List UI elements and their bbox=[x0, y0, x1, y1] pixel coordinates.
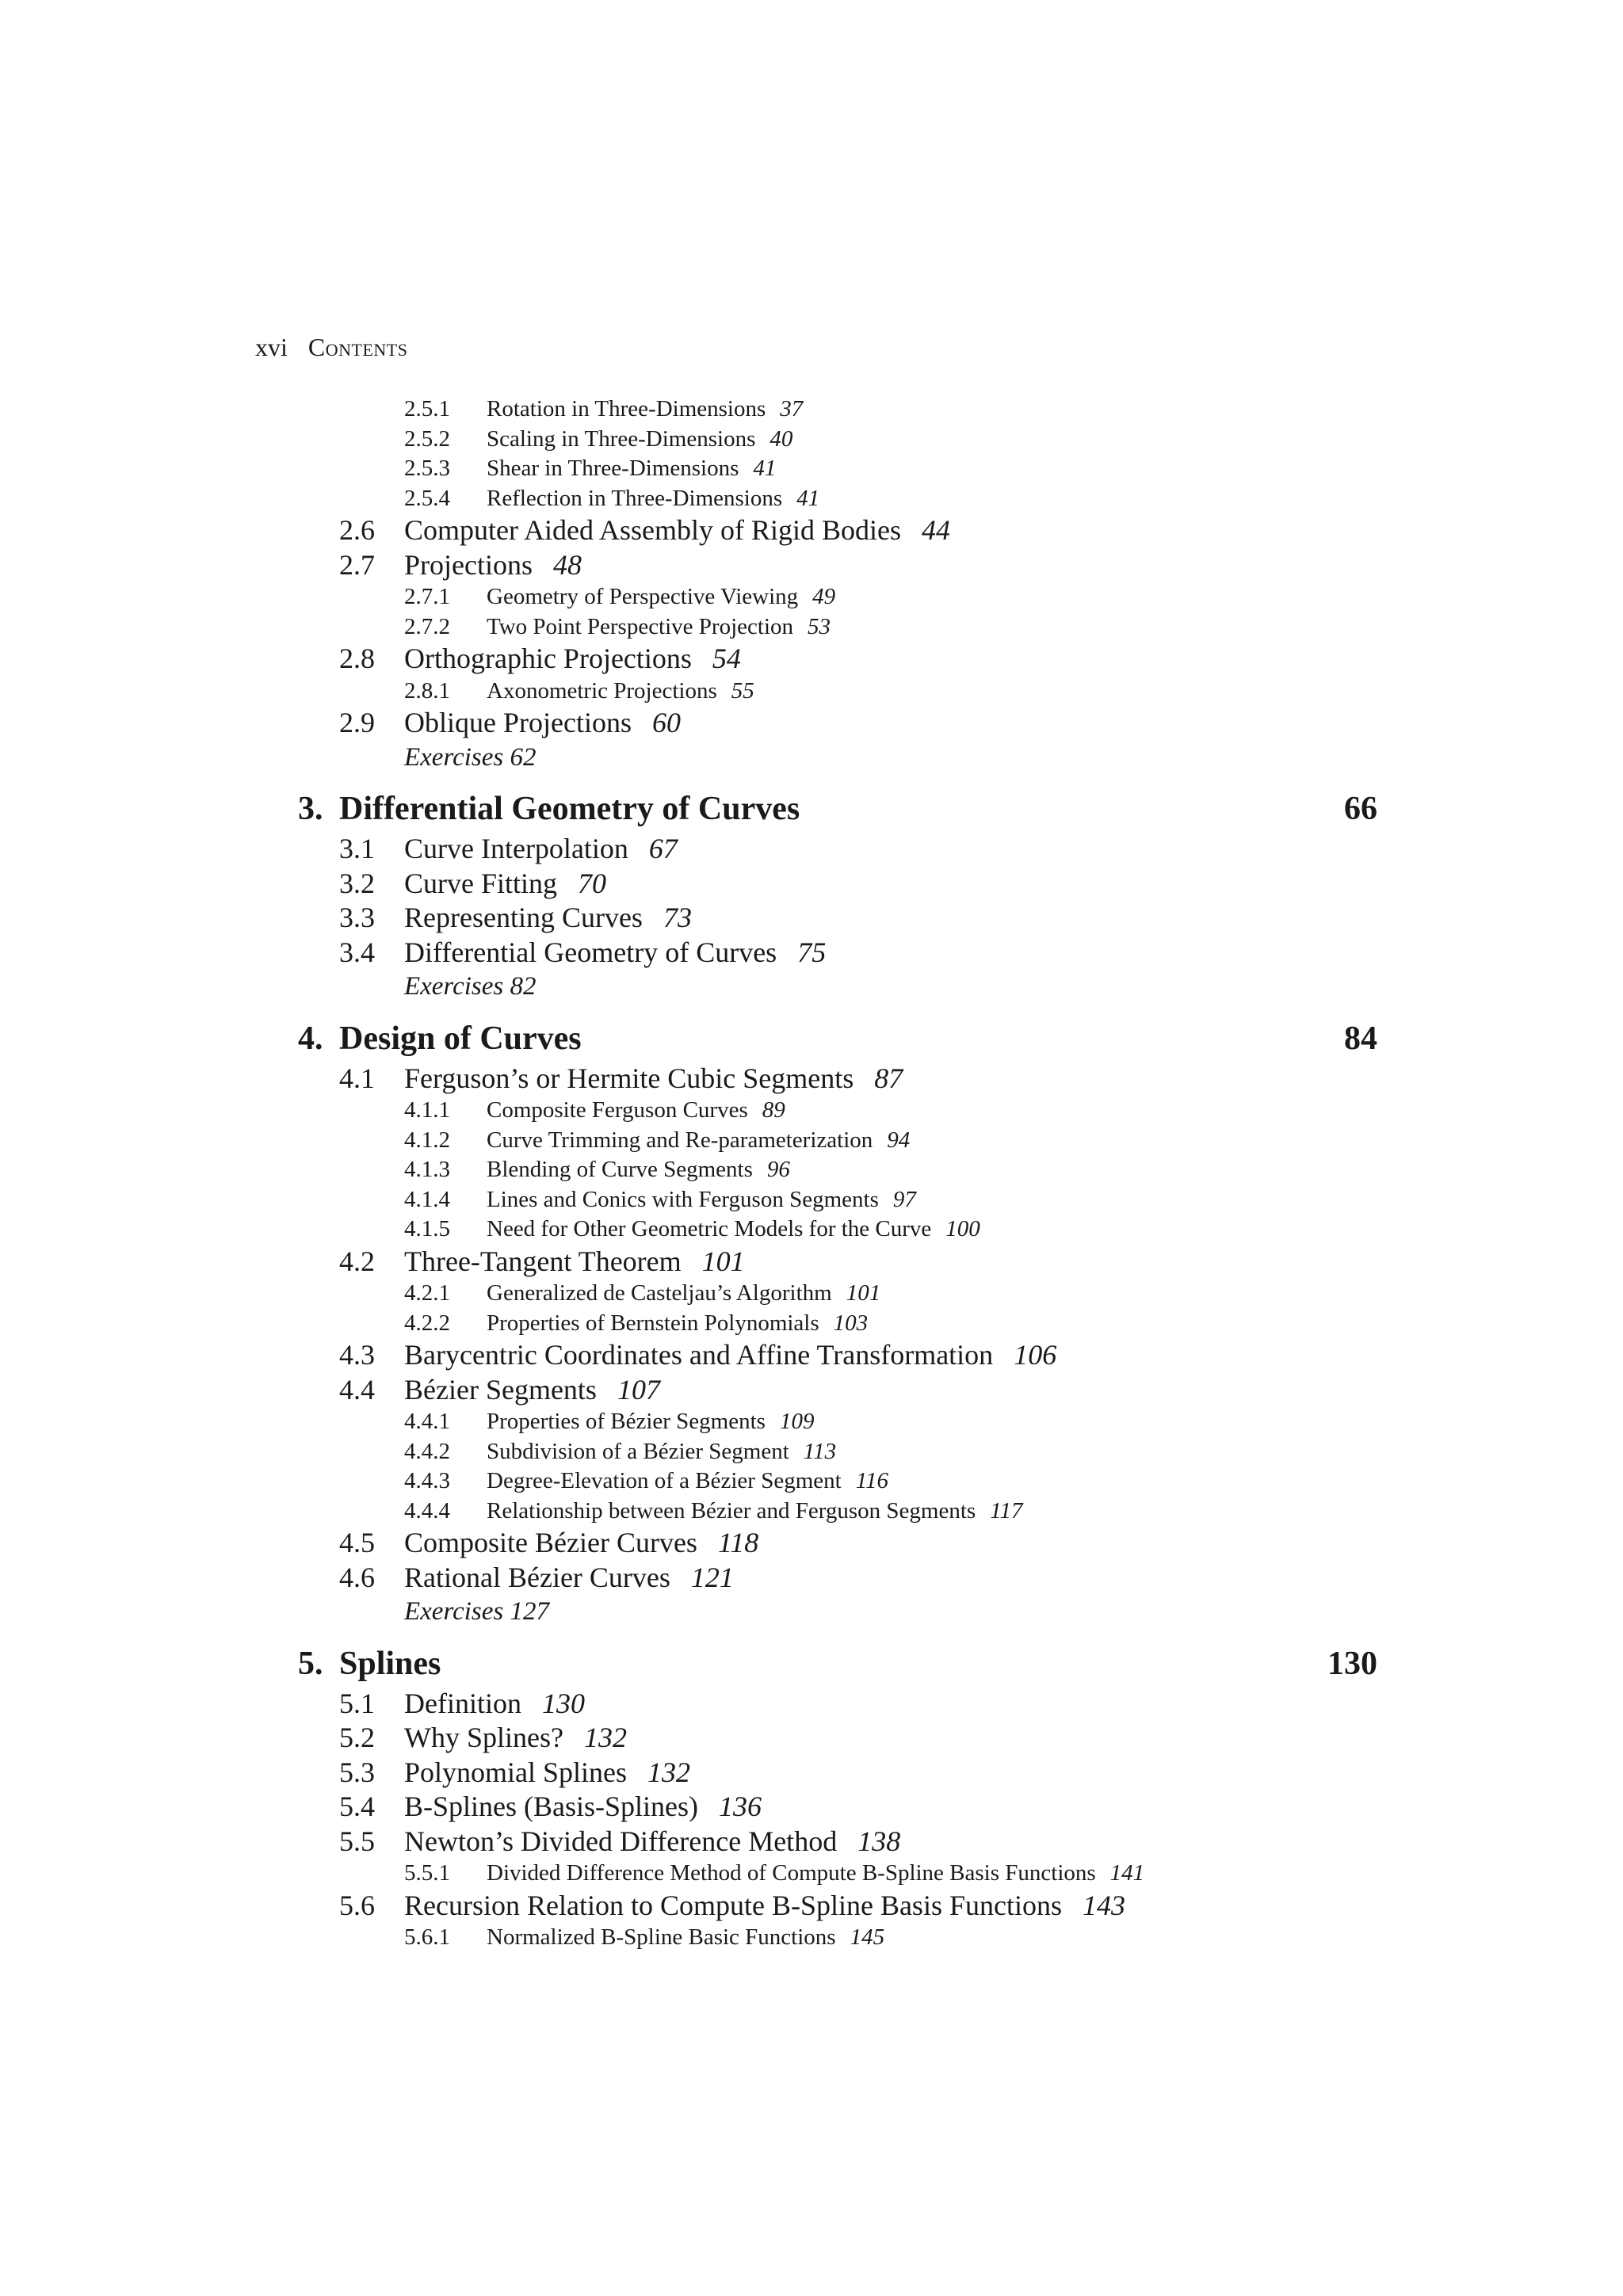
toc-section[interactable] bbox=[0, 706, 1623, 741]
toc-entry-page: 100 bbox=[945, 1216, 980, 1241]
toc-entry-title bbox=[404, 548, 582, 583]
toc-entry-title bbox=[487, 1126, 910, 1156]
toc-subsection[interactable] bbox=[0, 484, 1623, 514]
toc-chapter[interactable] bbox=[0, 1016, 1623, 1062]
page-number: xvi bbox=[255, 333, 288, 361]
toc-subsection[interactable] bbox=[0, 395, 1623, 425]
toc-entry-title-text: Generalized de Casteljau’s Algorithm bbox=[487, 1280, 832, 1306]
toc-entry-page: 132 bbox=[583, 1722, 627, 1753]
toc-subsection[interactable] bbox=[0, 454, 1623, 484]
toc-subsection[interactable] bbox=[0, 1279, 1623, 1309]
toc-entry-title bbox=[404, 1790, 762, 1825]
toc-subsection[interactable] bbox=[0, 1497, 1623, 1527]
toc-subsection[interactable] bbox=[0, 1437, 1623, 1467]
toc-entry-title-text: Rational Bézier Curves bbox=[404, 1561, 670, 1593]
toc-entry-title bbox=[487, 1215, 980, 1245]
toc-entry-number: 5.5 bbox=[339, 1825, 375, 1857]
toc-entry-title bbox=[487, 1407, 814, 1437]
toc-entry-page: 40 bbox=[769, 425, 793, 452]
toc-entry-title-text: Curve Interpolation bbox=[404, 833, 628, 864]
toc-section[interactable] bbox=[0, 1373, 1623, 1408]
toc-entry-title-text: Design of Curves bbox=[339, 1020, 582, 1057]
toc-entry-number: 2.8.1 bbox=[404, 677, 450, 704]
toc-entry-title-text: Relationship between Bézier and Ferguson Segments bbox=[487, 1497, 976, 1524]
toc-entry-title-text: Subdivision of a Bézier Segment bbox=[487, 1438, 789, 1464]
toc-entry-title-text: Newton’s Divided Difference Method bbox=[404, 1825, 838, 1857]
toc-entry-number: 2.9 bbox=[339, 707, 375, 738]
toc-entry-page: 113 bbox=[803, 1438, 837, 1464]
toc-section[interactable] bbox=[0, 1790, 1623, 1825]
toc-subsection[interactable] bbox=[0, 1923, 1623, 1953]
toc-entry-number: 5.5.1 bbox=[404, 1860, 450, 1886]
running-head-title: Contents bbox=[307, 333, 408, 361]
toc-entry-title bbox=[404, 513, 950, 548]
toc-entry-title bbox=[487, 1309, 868, 1339]
toc-entry-title-text: B-Splines (Basis-Splines) bbox=[404, 1791, 699, 1822]
toc-entry-number: 2.6 bbox=[339, 514, 375, 546]
toc-entry-number: 4.4.4 bbox=[404, 1497, 450, 1524]
toc-entry-number: 5. bbox=[298, 1645, 323, 1682]
toc-entry-title bbox=[404, 832, 678, 867]
toc-entry-page: 143 bbox=[1082, 1889, 1125, 1921]
toc-entry-title-text: Orthographic Projections bbox=[404, 643, 692, 674]
toc-entry-title-text: Composite Bézier Curves bbox=[404, 1527, 697, 1558]
toc-entry-title-text: Curve Fitting bbox=[404, 867, 558, 899]
toc-entry-number: 4.6 bbox=[339, 1561, 375, 1593]
toc-entry-title bbox=[404, 901, 692, 936]
toc-entry-number: 5.6.1 bbox=[404, 1924, 450, 1950]
toc-entry-page: 67 bbox=[648, 833, 678, 864]
toc-entry-page: 101 bbox=[846, 1280, 881, 1306]
toc-entry-title bbox=[487, 1437, 836, 1467]
toc-entry-title-text: Differential Geometry of Curves bbox=[404, 936, 777, 968]
toc-entry-title bbox=[404, 706, 681, 741]
toc-entry-page: 116 bbox=[855, 1468, 889, 1493]
toc-entry-title bbox=[487, 395, 803, 425]
toc-entry-title-text: Shear in Three-Dimensions bbox=[487, 456, 739, 481]
toc-entry-title bbox=[487, 1155, 790, 1185]
toc-section[interactable] bbox=[0, 867, 1623, 902]
toc-subsection[interactable] bbox=[0, 1155, 1623, 1185]
toc-subsection[interactable] bbox=[0, 425, 1623, 455]
toc-chapter[interactable] bbox=[0, 1641, 1623, 1687]
toc-section[interactable] bbox=[0, 1889, 1623, 1924]
toc-section[interactable] bbox=[0, 513, 1623, 548]
toc-entry-page: 136 bbox=[719, 1791, 762, 1822]
toc-entry-page: 48 bbox=[552, 548, 582, 581]
toc-entry-title bbox=[487, 582, 835, 612]
toc-entry-title-text: Differential Geometry of Curves bbox=[339, 791, 800, 827]
toc-entry-title bbox=[487, 1859, 1144, 1889]
toc-entry-title bbox=[487, 1923, 884, 1953]
toc-section[interactable] bbox=[0, 548, 1623, 583]
toc-entry-page: 70 bbox=[578, 867, 607, 899]
toc-section[interactable] bbox=[0, 1825, 1623, 1859]
toc-entry-page: 73 bbox=[663, 902, 692, 933]
toc-entry-title-text: Splines bbox=[339, 1645, 441, 1682]
toc-subsection[interactable] bbox=[0, 1215, 1623, 1245]
toc-entry-number: 4.1.2 bbox=[404, 1127, 450, 1153]
toc-entry-page: 41 bbox=[753, 456, 777, 481]
toc-entry-title-text: Computer Aided Assembly of Rigid Bodies bbox=[404, 514, 901, 546]
toc-section[interactable] bbox=[0, 1245, 1623, 1280]
toc-subsection[interactable] bbox=[0, 1309, 1623, 1339]
toc-entry-page: 96 bbox=[766, 1157, 790, 1182]
toc-entry-page: 101 bbox=[701, 1245, 745, 1277]
toc-entry-page: 118 bbox=[717, 1527, 759, 1558]
toc-subsection[interactable] bbox=[0, 1407, 1623, 1437]
toc-exercises-label: Exercises 62 bbox=[404, 742, 537, 772]
toc-entry-page: 60 bbox=[651, 707, 681, 738]
toc-entry-title-text: Lines and Conics with Ferguson Segments bbox=[487, 1186, 879, 1212]
toc-subsection[interactable] bbox=[0, 1859, 1623, 1889]
toc-entry-number: 2.7 bbox=[339, 548, 375, 581]
toc-entry-title bbox=[487, 1466, 888, 1497]
toc-entry-title-text: Representing Curves bbox=[404, 902, 643, 933]
toc-entry-number: 3.2 bbox=[339, 867, 375, 899]
toc-entry-title bbox=[487, 1279, 880, 1309]
toc-entry-title bbox=[404, 642, 741, 677]
running-head bbox=[255, 331, 407, 363]
toc-entry-title bbox=[404, 1561, 734, 1596]
toc-entry-number: 4.4.3 bbox=[404, 1468, 450, 1493]
toc-entry-title-text: Scaling in Three-Dimensions bbox=[487, 425, 756, 452]
toc-entry-number: 2.7.1 bbox=[404, 584, 450, 609]
toc-entry-number: 5.6 bbox=[339, 1889, 375, 1921]
toc-entry-number: 3. bbox=[298, 791, 323, 827]
toc-exercises[interactable] bbox=[0, 1595, 1623, 1630]
toc-subsection[interactable] bbox=[0, 1126, 1623, 1156]
toc-entry-title-text: Ferguson’s or Hermite Cubic Segments bbox=[404, 1062, 854, 1094]
toc-exercises[interactable] bbox=[0, 970, 1623, 1005]
toc-exercises-label: Exercises 127 bbox=[404, 1597, 549, 1626]
toc-entry-page: 87 bbox=[874, 1062, 903, 1094]
toc-section[interactable] bbox=[0, 1338, 1623, 1373]
toc-entry-number: 5.4 bbox=[339, 1791, 375, 1822]
toc-entry-number: 5.3 bbox=[339, 1756, 375, 1788]
toc-entry-title bbox=[487, 1096, 785, 1126]
toc-entry-title-text: Degree-Elevation of a Bézier Segment bbox=[487, 1468, 842, 1493]
toc-entry-number: 2.5.3 bbox=[404, 456, 450, 481]
toc-entry-page: 103 bbox=[833, 1310, 869, 1336]
toc-entry-number: 4.2.2 bbox=[404, 1310, 450, 1336]
toc-entry-title bbox=[339, 1641, 441, 1687]
toc-entry-number: 4.1.1 bbox=[404, 1097, 450, 1123]
toc-entry-title-text: Need for Other Geometric Models for the Curve bbox=[487, 1216, 932, 1241]
toc-entry-title bbox=[404, 1245, 745, 1280]
toc-entry-page: 75 bbox=[797, 936, 827, 968]
toc-entry-title bbox=[404, 1373, 660, 1408]
toc-entry-number: 4.3 bbox=[339, 1339, 375, 1371]
toc-entry-page: 49 bbox=[812, 584, 836, 609]
toc-entry-number: 3.3 bbox=[339, 902, 375, 933]
toc-section[interactable] bbox=[0, 1062, 1623, 1097]
toc-entry-title bbox=[404, 867, 606, 902]
toc-entry-page: 138 bbox=[857, 1825, 901, 1857]
toc-entry-title bbox=[487, 1185, 916, 1215]
toc-entry-title-text: Properties of Bernstein Polynomials bbox=[487, 1310, 819, 1336]
toc-entry-title bbox=[487, 484, 819, 514]
toc-entry-title-text: Polynomial Splines bbox=[404, 1756, 628, 1788]
toc-entry-title bbox=[404, 1756, 690, 1791]
toc-entry-number: 5.1 bbox=[339, 1687, 375, 1719]
toc-entry-title-text: Geometry of Perspective Viewing bbox=[487, 584, 799, 609]
toc-entry-page: 117 bbox=[990, 1497, 1023, 1524]
toc-subsection[interactable] bbox=[0, 1185, 1623, 1215]
toc-entry-page: 141 bbox=[1109, 1860, 1145, 1886]
toc-entry-page: 37 bbox=[780, 396, 804, 421]
toc-entry-title-text: Normalized B-Spline Basic Functions bbox=[487, 1924, 836, 1950]
toc-entry-number: 4.2.1 bbox=[404, 1280, 450, 1306]
toc-entry-title bbox=[404, 1825, 900, 1859]
toc-entry-title-text: Properties of Bézier Segments bbox=[487, 1409, 766, 1434]
toc-entry-number: 2.7.2 bbox=[404, 613, 450, 639]
toc-entry-number: 4.4.2 bbox=[404, 1438, 450, 1464]
toc-entry-page: 41 bbox=[796, 485, 820, 511]
toc-section[interactable] bbox=[0, 1756, 1623, 1791]
toc-entry-number: 2.8 bbox=[339, 643, 375, 674]
toc-entry-title bbox=[404, 1062, 903, 1097]
toc-subsection[interactable] bbox=[0, 582, 1623, 612]
toc-entry-page: 132 bbox=[647, 1756, 691, 1788]
toc-entry-title bbox=[487, 677, 754, 707]
toc-section[interactable] bbox=[0, 1561, 1623, 1596]
toc-entry-title bbox=[339, 1016, 582, 1062]
toc-entry-title bbox=[339, 786, 800, 832]
toc-entry-title bbox=[404, 1687, 585, 1722]
toc-entry-page: 84 bbox=[1344, 1020, 1377, 1057]
toc-subsection[interactable] bbox=[0, 1466, 1623, 1497]
toc-entry-title-text: Composite Ferguson Curves bbox=[487, 1097, 748, 1123]
toc-entry-title-text: Definition bbox=[404, 1687, 521, 1719]
toc-entry-number: 4.1.3 bbox=[404, 1157, 450, 1182]
toc-entry-number: 4.1.4 bbox=[404, 1186, 450, 1212]
toc-entry-number: 4.2 bbox=[339, 1245, 375, 1277]
toc-section[interactable] bbox=[0, 1687, 1623, 1722]
toc-section[interactable] bbox=[0, 1526, 1623, 1561]
toc-entry-number: 4.1.5 bbox=[404, 1216, 450, 1241]
toc-section[interactable] bbox=[0, 936, 1623, 971]
toc-subsection[interactable] bbox=[0, 677, 1623, 707]
toc-entry-page: 107 bbox=[617, 1373, 660, 1405]
toc-entry-number: 2.5.2 bbox=[404, 425, 450, 452]
toc-entry-number: 4.5 bbox=[339, 1527, 375, 1558]
table-of-contents bbox=[0, 395, 1623, 1953]
toc-entry-title bbox=[487, 612, 831, 643]
toc-entry-page: 94 bbox=[887, 1127, 911, 1153]
toc-section[interactable] bbox=[0, 1721, 1623, 1756]
toc-entry-title-text: Bézier Segments bbox=[404, 1373, 597, 1405]
toc-entry-page: 66 bbox=[1344, 791, 1377, 827]
toc-entry-title bbox=[487, 454, 776, 484]
toc-entry-number: 4. bbox=[298, 1020, 323, 1057]
toc-entry-number: 3.1 bbox=[339, 833, 375, 864]
toc-entry-title-text: Oblique Projections bbox=[404, 707, 632, 738]
toc-entry-page: 55 bbox=[731, 677, 754, 704]
toc-entry-page: 106 bbox=[1014, 1339, 1057, 1371]
toc-entry-title bbox=[487, 425, 792, 455]
toc-entry-title bbox=[487, 1497, 1023, 1527]
toc-entry-page: 145 bbox=[850, 1924, 885, 1950]
toc-section[interactable] bbox=[0, 901, 1623, 936]
toc-entry-title-text: Curve Trimming and Re-parameterization bbox=[487, 1127, 873, 1153]
toc-entry-title bbox=[404, 936, 826, 971]
toc-entry-title-text: Rotation in Three-Dimensions bbox=[487, 396, 766, 421]
toc-entry-number: 2.5.1 bbox=[404, 396, 450, 421]
toc-entry-title-text: Barycentric Coordinates and Affine Transformation bbox=[404, 1339, 994, 1371]
toc-entry-page: 97 bbox=[892, 1186, 916, 1212]
toc-entry-page: 53 bbox=[808, 613, 831, 639]
toc-entry-number: 5.2 bbox=[339, 1722, 375, 1753]
toc-entry-title-text: Divided Difference Method of Compute B-Spline Basis Functions bbox=[487, 1860, 1096, 1886]
toc-exercises[interactable] bbox=[0, 741, 1623, 776]
toc-section[interactable] bbox=[0, 832, 1623, 867]
toc-subsection[interactable] bbox=[0, 612, 1623, 643]
toc-exercises-label: Exercises 82 bbox=[404, 972, 537, 1001]
toc-entry-number: 4.4.1 bbox=[404, 1409, 450, 1434]
toc-entry-title bbox=[404, 1338, 1056, 1373]
toc-subsection[interactable] bbox=[0, 1096, 1623, 1126]
toc-entry-number: 3.4 bbox=[339, 936, 375, 968]
toc-entry-number: 4.1 bbox=[339, 1062, 375, 1094]
toc-entry-title-text: Reflection in Three-Dimensions bbox=[487, 485, 783, 511]
toc-entry-title-text: Recursion Relation to Compute B-Spline Basis Functions bbox=[404, 1889, 1062, 1921]
toc-section[interactable] bbox=[0, 642, 1623, 677]
toc-chapter[interactable] bbox=[0, 786, 1623, 832]
toc-entry-page: 54 bbox=[712, 643, 741, 674]
toc-entry-title-text: Projections bbox=[404, 548, 533, 581]
toc-entry-page: 44 bbox=[922, 514, 950, 546]
toc-entry-title-text: Blending of Curve Segments bbox=[487, 1157, 753, 1182]
toc-entry-title-text: Two Point Perspective Projection bbox=[487, 613, 793, 639]
toc-entry-title bbox=[404, 1526, 758, 1561]
toc-entry-title-text: Axonometric Projections bbox=[487, 677, 717, 704]
toc-entry-title-text: Why Splines? bbox=[404, 1722, 563, 1753]
toc-entry-page: 130 bbox=[541, 1687, 585, 1719]
toc-entry-page: 109 bbox=[779, 1409, 815, 1434]
toc-entry-title bbox=[404, 1889, 1125, 1924]
toc-entry-title bbox=[404, 1721, 627, 1756]
toc-entry-page: 89 bbox=[762, 1097, 785, 1123]
toc-entry-number: 2.5.4 bbox=[404, 485, 450, 511]
toc-entry-title-text: Three-Tangent Theorem bbox=[404, 1245, 682, 1277]
toc-entry-number: 4.4 bbox=[339, 1373, 375, 1405]
toc-entry-page: 121 bbox=[690, 1561, 734, 1593]
toc-entry-page: 130 bbox=[1327, 1645, 1377, 1682]
